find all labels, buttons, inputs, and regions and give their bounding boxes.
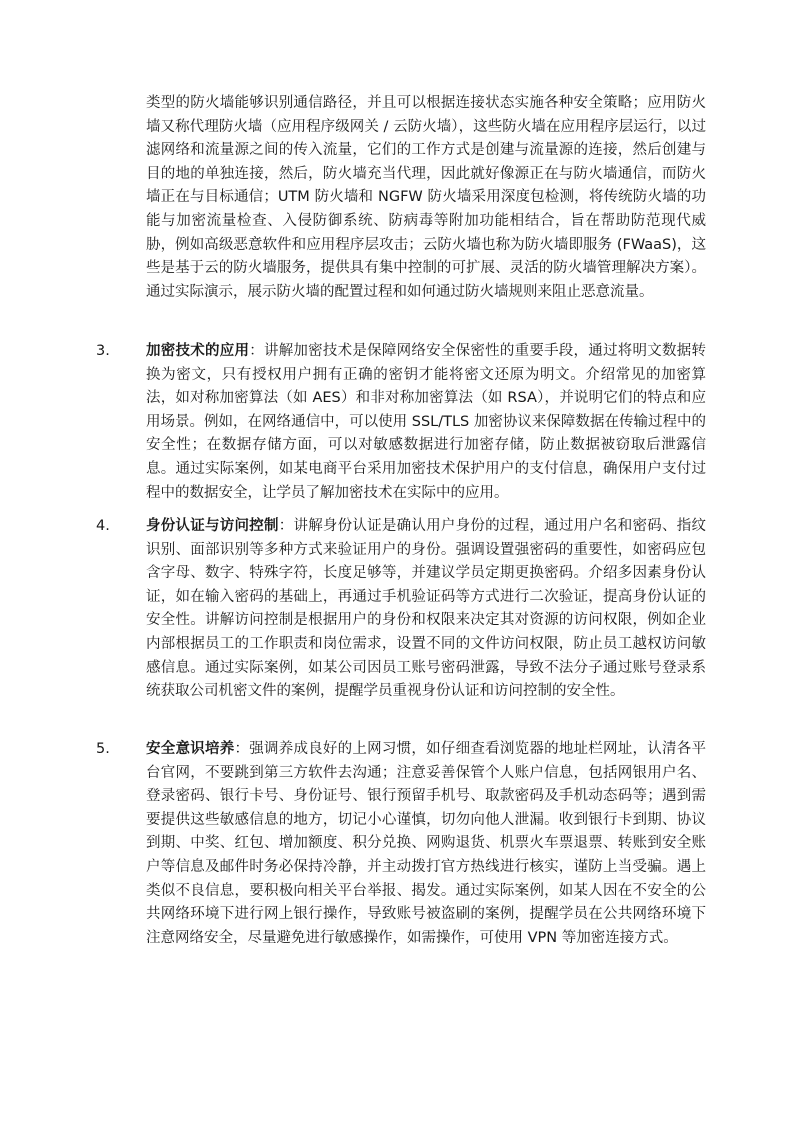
list-item-body: ：强调养成良好的上网习惯，如仔细查看浏览器的地址栏网址，认清各平台官网，不要跳到第三方软件去沟通；注意妥善保管个人账户信息，包括网银用户名、登录密码、银行卡号、身份证号、银行预留手机号、取款密码及手机动态码等；遇到需要提供这些敏感信息的地方，切记小心谨慎，切勿向他人泄漏。收到银行卡到期、协议到期、中奖、红包、增加额度、积分兑换、网购退货、机票火车票退票、转账到安全账户等信息及邮件时务必保持冷静，并主动拨打官方热线进行核实，谨防上当受骗。遇上类似不良信息，要积极向相关平台举报、揭发。通过实际案例，如某人因在不安全的公共网络环境下进行网上银行操作，导致账号被盗刷的案例，提醒学员在公共网络环境下注意网络安全，尽量避免进行敏感操作，如需操作，可使用 VPN 等加密连接方式。 xyxy=(146,741,707,946)
list-item-heading: 安全意识培养 xyxy=(146,741,235,757)
list-item-body: ：讲解身份认证是确认用户身份的过程，通过用户名和密码、指纹识别、面部识别等多种方式来验证用户的身份。强调设置强密码的重要性，如密码应包含字母、数字、特殊字符，长度足够等，并建议学员定期更换密码。介绍多因素身份认证，如在输入密码的基础上，再通过手机验证码等方式进行二次验证，提高身份认证的安全性。讲解访问控制是根据用户的身份和权限来决定其对资源的访问权限，例如企业内部根据员工的工作职责和岗位需求，设置不同的文件访问权限，防止员工越权访问敏感信息。通过实际案例，如某公司因员工账号密码泄露，导致不法分子通过账号登录系统获取公司机密文件的案例，提醒学员重视身份认证和访问控制的安全性。 xyxy=(146,518,707,700)
list-item-text xyxy=(146,738,706,950)
list-item xyxy=(96,738,706,950)
list-item-heading: 身份认证与访问控制 xyxy=(146,518,279,534)
list-item-number: 4. xyxy=(96,518,110,534)
list-item-text xyxy=(146,515,706,704)
list-item-number: 3. xyxy=(96,343,110,359)
list-item-number: 5. xyxy=(96,741,110,757)
list-item-body: ：讲解加密技术是保障网络安全保密性的重要手段，通过将明文数据转换为密文，只有授权用户拥有正确的密钥才能将密文还原为明文。介绍常见的加密算法，如对称加密算法（如 AES）和非对称加密算法（如 RSA），并说明它们的特点和应用场景。例如，在网络通信中，可以使用 SSL/TLS 加密协议来保障数据在传输过程中的安全性；在数据存储方面，可以对敏感数据进行加密存储，防止数据被窃取后泄露信息。通过实际案例，如某电商平台采用加密技术保护用户的支付信息，确保用户支付过程中的数据安全，让学员了解加密技术在实际中的应用。 xyxy=(146,343,706,501)
list-item-heading: 加密技术的应用 xyxy=(146,343,250,359)
list-item xyxy=(96,515,706,704)
list-item xyxy=(96,340,706,505)
list-item-text xyxy=(146,340,706,505)
continuation-paragraph: 类型的防火墙能够识别通信路径，并且可以根据连接状态实施各种安全策略；应用防火墙又称代理防火墙（应用程序级网关 / 云防火墙），这些防火墙在应用程序层运行，以过滤网络和流量源之间的传入流量，它们的工作方式是创建与流量源的连接，然后创建与目的地的单独连接，然后，防火墙充当代理，因此就好像源正在与防火墙通信，而防火墙正在与目标通信；UTM 防火墙和 NGFW 防火墙采用深度包检测，将传统防火墙的功能与加密流量检查、入侵防御系统、防病毒等附加功能相结合，旨在帮助防范现代威胁，例如高级恶意软件和应用程序层攻击；云防火墙也称为防火墙即服务 (FWaaS)，这些是基于云的防火墙服务，提供具有集中控制的可扩展、灵活的防火墙管理解决方案）。通过实际演示，展示防火墙的配置过程和如何通过防火墙规则来阻止恶意流量。 xyxy=(146,95,706,300)
